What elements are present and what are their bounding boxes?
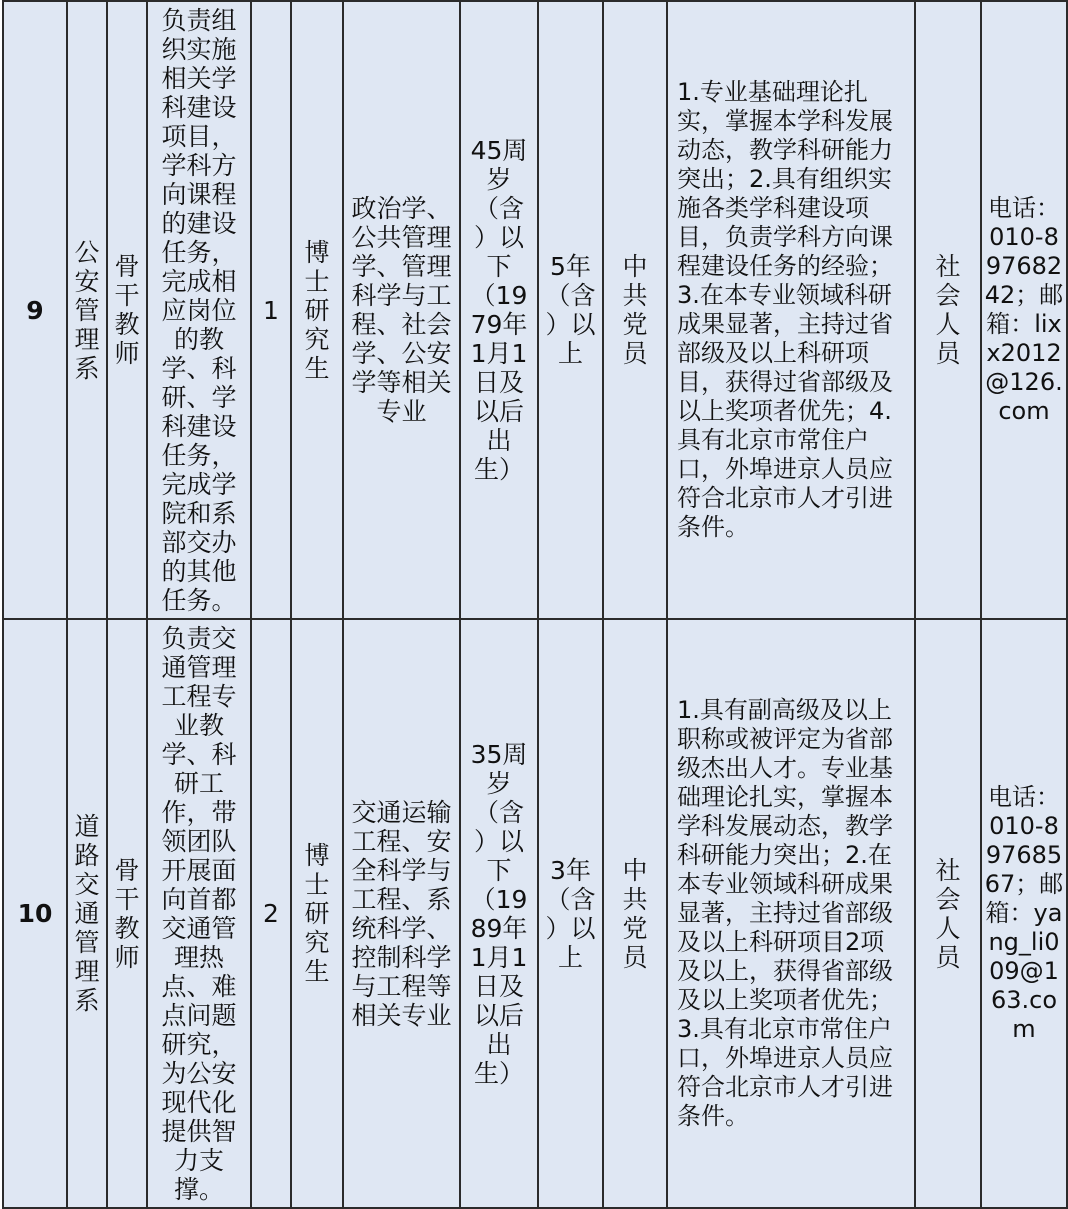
education-requirement: 博士研究生 [304, 841, 330, 986]
requirements-cell [667, 619, 915, 1208]
row-number: 9 [26, 295, 44, 325]
education-cell [291, 1, 343, 619]
job-duties: 负责组织实施相关学科建设项目，学科方向课程的建设任务，完成相应岗位的教学、科研、学科建设任务，完成学院和系部交办的其他任务。 [161, 5, 237, 615]
contact-info[interactable]: 电话：010-89768567；邮箱：yang_li009@163.com [984, 783, 1064, 1043]
political-status: 中共党员 [622, 855, 648, 972]
department-name: 道路交通管理系 [74, 812, 100, 1015]
position-cell [107, 619, 147, 1208]
position-name: 骨干教师 [114, 855, 140, 972]
experience-cell [538, 619, 603, 1208]
experience-requirement: 3年（含）以上 [545, 855, 596, 972]
education-requirement: 博士研究生 [304, 237, 330, 383]
candidate-source: 社会人员 [935, 855, 961, 972]
major-cell [343, 619, 460, 1208]
count-cell [251, 1, 291, 619]
major-requirement: 交通运输工程、安全科学与工程、系统科学、控制科学与工程等相关专业 [351, 797, 452, 1030]
political-status: 中共党员 [622, 252, 648, 368]
age-requirement: 35周岁（含）以下（1989年1月1日及以后出生） [470, 739, 528, 1088]
requirements-cell [667, 1, 915, 619]
count-cell [251, 619, 291, 1208]
major-cell [343, 1, 460, 619]
contact-info[interactable]: 电话：010-89768242；邮箱：lixx2012@126.com [984, 194, 1064, 425]
recruitment-table [2, 0, 1068, 1209]
contact-cell [981, 1, 1067, 619]
candidate-source: 社会人员 [935, 252, 961, 368]
politics-cell [603, 1, 667, 619]
major-requirement: 政治学、公共管理学、管理科学与工程、社会学、公安学等相关专业 [351, 194, 452, 426]
department-name: 公安管理系 [74, 237, 100, 383]
position-name: 骨干教师 [114, 252, 140, 368]
source-cell [915, 1, 981, 619]
other-requirements: 1.专业基础理论扎实，掌握本学科发展动态，教学科研能力突出；2.具有组织实施各类学科建设项目，负责学科方向课程建设任务的经验；3.在本专业领域科研成果显著，主持过省部级及以上科研项目，获得过省部级及以上奖项者优先；4.具有北京市常住户口，外埠进京人员应符合北京市人才引进条件。 [677, 78, 893, 541]
department-cell [67, 619, 107, 1208]
politics-cell [603, 619, 667, 1208]
hiring-count: 2 [263, 899, 279, 928]
contact-cell [981, 619, 1067, 1208]
table-row [3, 1, 1067, 619]
age-cell [460, 1, 538, 619]
experience-requirement: 5年（含）以上 [545, 252, 596, 368]
age-requirement: 45周岁（含）以下（1979年1月1日及以后出生） [470, 136, 528, 484]
row-number-cell [3, 1, 67, 619]
job-duties: 负责交通管理工程专业教学、科研工作，带领团队开展面向首都交通管理热点、难点问题研究，为公安现代化提供智力支撑。 [161, 623, 237, 1204]
hiring-count: 1 [263, 295, 279, 325]
source-cell [915, 619, 981, 1208]
education-cell [291, 619, 343, 1208]
age-cell [460, 619, 538, 1208]
experience-cell [538, 1, 603, 619]
duties-cell [147, 619, 251, 1208]
row-number-cell [3, 619, 67, 1208]
duties-cell [147, 1, 251, 619]
table-row [3, 619, 1067, 1208]
other-requirements: 1.具有副高级及以上职称或被评定为省部级杰出人才。专业基础理论扎实，掌握本学科发展动态，教学科研能力突出；2.在本专业领域科研成果显著，主持过省部级及以上科研项目2项及以上，获得省部级及以上奖项者优先；3.具有北京市常住户口，外埠进京人员应符合北京市人才引进条件。 [677, 696, 893, 1130]
department-cell [67, 1, 107, 619]
position-cell [107, 1, 147, 619]
row-number: 10 [17, 899, 53, 928]
